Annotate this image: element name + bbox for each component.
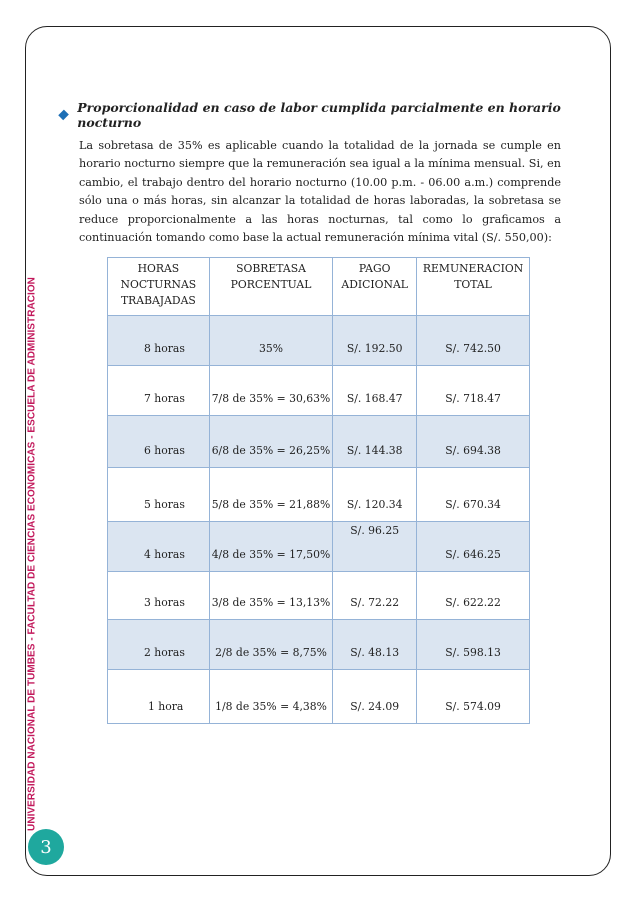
cell-hours: 3 horas bbox=[108, 572, 210, 620]
header-total-pay: REMUNERACION TOTAL bbox=[417, 258, 530, 316]
institution-text: UNIVERSIDAD NACIONAL DE TUMBES - FACULTAD DE CIENCIAS ECONOMICAS - ESCUELA DE ADMINISTRACION bbox=[26, 277, 38, 831]
cell-hours: 6 horas bbox=[108, 416, 210, 468]
cell-surcharge: 4/8 de 35% = 17,50% bbox=[209, 522, 333, 572]
cell-surcharge: 7/8 de 35% = 30,63% bbox=[209, 366, 333, 416]
table-row bbox=[108, 468, 530, 522]
cell-additional: S/. 168.47 bbox=[333, 366, 417, 416]
section-heading-text: Proporcionalidad en caso de labor cumplida parcialmente en horario nocturno bbox=[77, 100, 561, 130]
cell-additional: S/. 72.22 bbox=[333, 572, 417, 620]
cell-hours: 7 horas bbox=[108, 366, 210, 416]
cell-hours: 4 horas bbox=[108, 522, 210, 572]
cell-hours: 5 horas bbox=[108, 468, 210, 522]
cell-total: S/. 670.34 bbox=[417, 468, 530, 522]
cell-total: S/. 574.09 bbox=[417, 670, 530, 724]
cell-surcharge: 1/8 de 35% = 4,38% bbox=[209, 670, 333, 724]
cell-total: S/. 742.50 bbox=[417, 316, 530, 366]
cell-surcharge: 2/8 de 35% = 8,75% bbox=[209, 620, 333, 670]
cell-additional bbox=[333, 522, 417, 572]
cell-additional: S/. 120.34 bbox=[333, 468, 417, 522]
section-heading bbox=[58, 100, 578, 130]
cell-surcharge: 35% bbox=[209, 316, 333, 366]
header-hours: HORAS NOCTURNAS TRABAJADAS bbox=[108, 258, 210, 316]
cell-hours: 1 hora bbox=[108, 670, 210, 724]
diamond-bullet-icon bbox=[58, 110, 69, 121]
cell-total: S/. 646.25 bbox=[417, 522, 530, 572]
page-number-badge: 3 bbox=[28, 829, 64, 865]
table-row bbox=[108, 620, 530, 670]
cell-additional-value: S/. 96.25 bbox=[350, 524, 400, 537]
table-header-row bbox=[108, 258, 530, 316]
cell-total: S/. 598.13 bbox=[417, 620, 530, 670]
cell-additional: S/. 144.38 bbox=[333, 416, 417, 468]
cell-hours: 8 horas bbox=[108, 316, 210, 366]
cell-total: S/. 718.47 bbox=[417, 366, 530, 416]
table-row bbox=[108, 522, 530, 572]
cell-additional: S/. 48.13 bbox=[333, 620, 417, 670]
cell-additional: S/. 192.50 bbox=[333, 316, 417, 366]
surcharge-table bbox=[107, 257, 530, 724]
header-additional-pay: PAGO ADICIONAL bbox=[333, 258, 417, 316]
body-paragraph: La sobretasa de 35% es aplicable cuando la totalidad de la jornada se cumple en horario nocturno siempre que la remuneración sea igual a la mínima mensual. Si, en cambio, el trabajo dentro del horario nocturno (10.00 p.m. - 06.00 a.m.) comprende sólo una o más horas, sin alcanzar la totalidad de horas laboradas, la sobretasa se reduce proporcionalmente a las horas nocturnas, tal como lo graficamos a continuación tomando como base la actual remuneración mínima vital (S/. 550,00): bbox=[79, 139, 561, 245]
table-row bbox=[108, 416, 530, 468]
cell-total: S/. 622.22 bbox=[417, 572, 530, 620]
table-row bbox=[108, 670, 530, 724]
cell-hours: 2 horas bbox=[108, 620, 210, 670]
table-row bbox=[108, 316, 530, 366]
table-row bbox=[108, 366, 530, 416]
table-row bbox=[108, 572, 530, 620]
cell-total: S/. 694.38 bbox=[417, 416, 530, 468]
vertical-institution-label bbox=[21, 277, 43, 831]
cell-surcharge: 5/8 de 35% = 21,88% bbox=[209, 468, 333, 522]
cell-additional: S/. 24.09 bbox=[333, 670, 417, 724]
cell-surcharge: 6/8 de 35% = 26,25% bbox=[209, 416, 333, 468]
header-surcharge: SOBRETASA PORCENTUAL bbox=[209, 258, 333, 316]
cell-surcharge: 3/8 de 35% = 13,13% bbox=[209, 572, 333, 620]
